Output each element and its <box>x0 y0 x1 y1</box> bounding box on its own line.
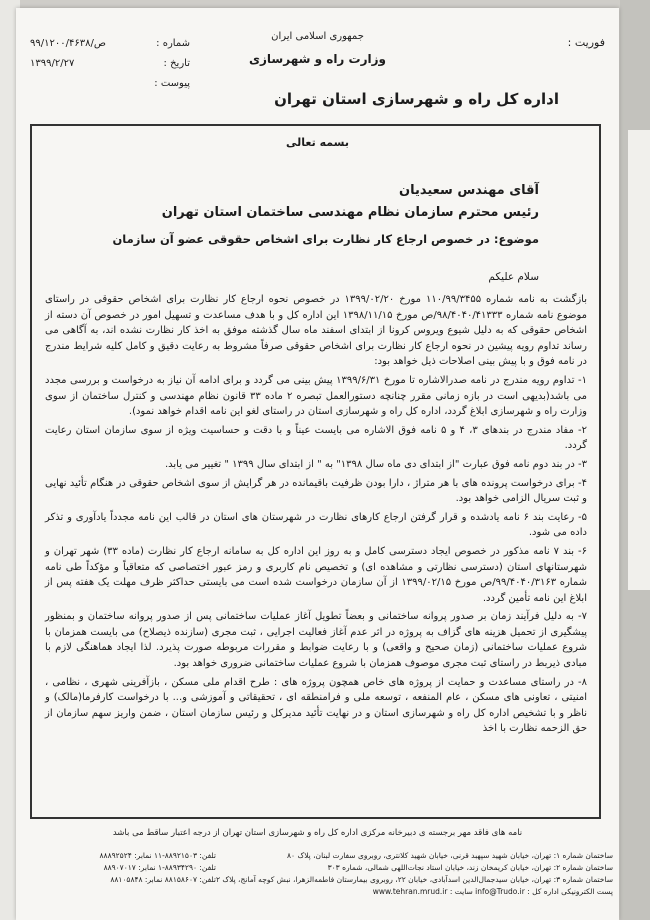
body-paragraph: ۳- در بند دوم نامه فوق عبارت "از ابتدای دی ماه سال ۱۳۹۸" به " از ابتدای سال ۱۳۹۹ " تغییر می یابد. <box>164 458 587 470</box>
urgency-label: فوریت : <box>567 36 605 49</box>
footer-phones <box>26 850 216 886</box>
phone-line: تلفن: ۸۸۱۵۸۶۰۷ نمابر: ۸۸۱۰۵۸۴۸ <box>110 875 216 884</box>
address-line: پست الکترونیکی اداره کل : info@Trudo.ir سایت : www.tehran.mrud.ir <box>372 887 613 896</box>
footer-note: نامه های فاقد مهر برجسته ی دبیرخانه مرکزی اداره کل راه و شهرسازی استان تهران از درجه اعتبار ساقط می باشد <box>112 828 523 838</box>
recipient-name: آقای مهندس سعیدیان <box>399 183 539 198</box>
address-line: ساختمان شماره ۳: تهران، خیابان سیدجمال‌الدین اسدآبادی، خیابان ۲۲، روبروی بیمارستان فاطمه‌الزهرا، نبش کوچه آمانج، پلاک ۲ <box>215 875 613 884</box>
letter-subject: موضوع: در خصوص ارجاع کار نظارت برای اشخاص حقوقی عضو آن سازمان <box>112 232 539 246</box>
body-paragraph: ۷- به دلیل فرآیند زمان بر صدور پروانه ساختمانی و بعضاً تطویل آغاز عملیات ساختمانی پس از صدور پروانه ساختمان و بمنظور پیشگیری از تحمیل هزینه های گزاف به پروژه در اثر عدم آغاز فعالیت اجرایی ، ثبت مجری (سازنده ذیصلاح) می بایست همزمان با شروع عملیات ساختمانی (زمان صحیح و واقعی) و با رعایت ضوابط و مقررات مربوطه صورت پذیرد. لذا ایجاد هماهنگی لازم با مبادی ذیربط در راستای ثبت مجری موصوف همزمان با شروع عملیات ساختمانی ضروری خواهد بود. <box>45 611 587 670</box>
meta-date <box>30 54 190 74</box>
attachment-label: پیوست : <box>154 78 190 89</box>
recipient-title: رئیس محترم سازمان نظام مهندسی ساختمان استان تهران <box>161 205 539 220</box>
address-line: ساختمان شماره ۱: تهران، خیابان شهید سپهبد قرنی، خیابان شهید کلانتری، روبروی سفارت لبنان، پلاک ۸۰ <box>287 851 613 860</box>
basmala: بسمه تعالی <box>286 136 349 149</box>
phone-line: تلفن: ۸۸۹۲۱۵۰۳-۱۱ نمابر: ۸۸۸۹۲۵۲۴ <box>99 851 216 860</box>
date-value: ۱۳۹۹/۲/۲۷ <box>30 58 75 69</box>
phone-line: تلفن: ۸۸۹۳۴۲۹۰-۱ نمابر: ۸۸۹۰۷۰۱۷ <box>103 863 216 872</box>
republic-name: جمهوری اسلامی ایران <box>271 31 364 42</box>
body-paragraph: ۲- مفاد مندرج در بندهای ۳، ۴ و ۵ نامه فوق الاشاره می بایست عیناً و با دقت و حساسیت ویژه از سوی سازمان استان رعایت گردد. <box>45 424 588 452</box>
office-title: اداره کل راه و شهرسازی استان تهران <box>274 90 559 108</box>
body-paragraph: ۴- برای درخواست پرونده های با هر متراژ ، دارا بودن ظرفیت باقیمانده در هر گرایش از سوی اشخاص حقوقی در هنگام تأئید نهایی و ثبت سریال الزامی خواهد بود. <box>45 477 587 505</box>
ministry-name: وزارت راه و شهرسازی <box>249 52 386 66</box>
greeting: سلام علیکم <box>488 271 539 283</box>
address-line: ساختمان شماره ۲: تهران، خیابان کریمخان زند، خیابان استاد نجات‌اللهی شمالی، شماره ۳۰۳ <box>327 863 613 872</box>
body-paragraph: بازگشت به نامه شماره ۱۱۰/۹۹/۳۴۵۵ مورخ ۱۳۹۹/۰۲/۲۰ در خصوص نحوه ارجاع کار نظارت برای اشخاص حقوقی در راستای موضوع نامه شماره ۹۸/۴۰۴۰/۴۱۳۳۳/ص مورخ ۱۳۹۸/۱۱/۱۵ این اداره کل و با هدف مساعدت و تسهیل امور در خصوص آن دسته از اشخاص حقوقی که به دلیل شیوع ویروس کرونا از ابتدای اسفند ماه سال گذشته موفق به اخذ کار نظارت نشده اند، به آگاهی می رساند تداوم رویه پیشین در نحوه ارجاع کار نظارت برای اشخاص حقوقی صرفاً مشروط به رعایت دقیق و کامل کلیه شرایط مندرج در نامه فوق و با پیش بینی اصلاحات ذیل خواهد بود: <box>45 294 588 368</box>
date-label: تاریخ : <box>163 58 190 69</box>
body-paragraph: ۶- بند ۷ نامه مذکور در خصوص ایجاد دسترسی کامل و به روز این اداره کل به سامانه ارجاع کار نظارت (ماده ۳۳) شهر تهران و شهرستانهای استان (دسترسی نظارتی و مشاهده ای) و تخصیص نام کاربری و رمز عبور اختصاصی که متعاقباً و مؤکداً طی نامه شماره ۹۹/۴۰۴۰/۳۱۶۳/ص مورخ ۱۳۹۹/۰۲/۱۵ از آن سازمان درخواست شده است می بایستی حداکثر ظرف مهلت یک هفته پس از ابلاغ این نامه تأمین گردد. <box>45 545 588 604</box>
background-right-sheet <box>628 130 650 590</box>
body-paragraph: ۸- در راستای مساعدت و حمایت از پروژه های خاص همچون پروژه های : طرح اقدام ملی مسکن ، بازآفرینی شهری ، نظامی ، امنیتی ، تعاونی های مسکن ، عام المنفعه ، توسعه ملی و فرامنطقه ای ، تحقیقاتی و آموزشی و... با درخواست کارفرما(مالک) و ناظر و با تشخیص اداره کل راه و شهرسازی استان و در نهایت تأئید مدیرکل و رئیس سازمان استان ، ضمن واریز سهم سازمان از حق الزحمه نظارت با اخذ <box>45 676 587 735</box>
letter-body <box>45 292 587 740</box>
number-value: ۹۹/۱۲۰۰/۴۶۳۸/ص <box>30 38 106 49</box>
number-label: شماره : <box>156 38 190 49</box>
body-paragraph: ۵- رعایت بند ۶ نامه یادشده و قرار گرفتن ارجاع کارهای نظارت در شهرستان های استان در قالب این نامه مجدداً یادآوری و تذکر داده می شود. <box>45 511 587 539</box>
letter-page <box>16 8 619 920</box>
body-paragraph: ۱- تداوم رویه مندرج در نامه صدرالاشاره تا مورخ ۱۳۹۹/۶/۳۱ پیش بینی می گردد و برای ادامه آن نیاز به درخواست و بررسی مجدد می باشد(بدیهی است در بازه زمانی مقرر چنانچه دستورالعمل تبصره ۲ ماده ۳۳ قانون نظام مهندسی و کنترل ساختمان از سوی وزارت راه و شهرسازی ابلاغ گردد، اداره کل راه و شهرسازی استان در راستای لغو این نامه اقدام خواهد نمود). <box>45 374 588 418</box>
meta-number <box>30 34 190 54</box>
meta-attachment <box>30 74 190 94</box>
letter-meta <box>30 34 190 94</box>
footer-addresses <box>213 850 613 898</box>
